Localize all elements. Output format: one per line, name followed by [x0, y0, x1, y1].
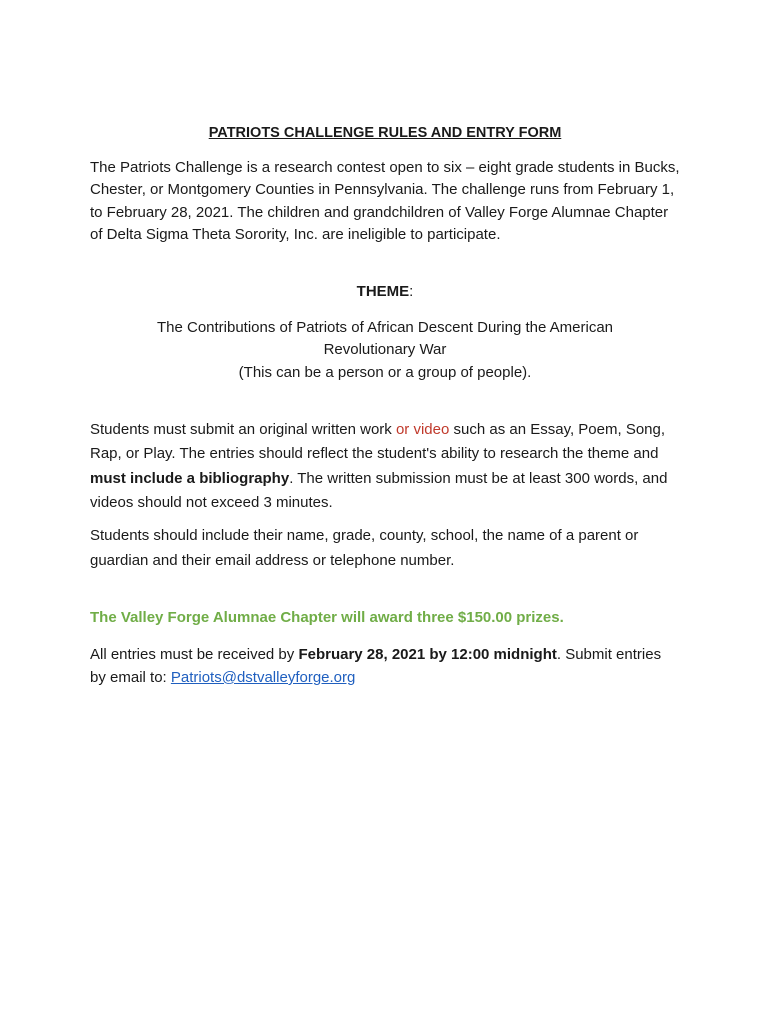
submission-email-link[interactable]: Patriots@dstvalleyforge.org	[170, 668, 356, 686]
deadline-paragraph	[90, 643, 680, 689]
theme-line-1: The Contributions of Patriots of African Descent During the American	[156, 319, 614, 337]
theme-line-2: Revolutionary War	[323, 341, 447, 359]
requirements-bibliography-bold: must include a bibliography	[90, 469, 290, 487]
theme-heading-colon: :	[409, 283, 414, 301]
prize-announcement: The Valley Forge Alumnae Chapter will award three $150.00 prizes.	[90, 608, 564, 626]
requirements-text-1: Students must submit an original written work	[90, 421, 396, 439]
document-title: PATRIOTS CHALLENGE RULES AND ENTRY FORM	[208, 125, 562, 141]
theme-heading-label: THEME	[356, 283, 410, 301]
intro-paragraph: The Patriots Challenge is a research contest open to six – eight grade students in Bucks, Chester, or Montgomery Counties in Pennsylvania. The challenge runs from February 1, to February 28, 2021. The children and grandchildren of Valley Forge Alumnae Chapter of Delta Sigma Theta Sorority, Inc. are ineligible to participate.	[90, 159, 680, 243]
theme-line-3: (This can be a person or a group of people).	[238, 363, 532, 381]
document-page	[90, 122, 680, 689]
details-paragraph: Students should include their name, grade, county, school, the name of a parent or guardian and their email address or telephone number.	[90, 527, 639, 569]
requirements-paragraph	[90, 418, 680, 515]
theme-heading	[90, 281, 680, 303]
deadline-text-2: . Submit entries by email to:	[90, 645, 662, 686]
requirements-text-2: such as an Essay, Poem, Song, Rap, or Play. The entries should reflect the student's ability to research the theme and	[90, 421, 666, 463]
deadline-date-bold: February 28, 2021 by 12:00 midnight	[298, 645, 557, 663]
deadline-text-1: All entries must be received by	[90, 645, 299, 663]
theme-text	[90, 317, 680, 384]
requirements-video-highlight: or video	[395, 421, 450, 439]
requirements-text-3: . The written submission must be at least 300 words, and videos should not exceed 3 minutes.	[90, 469, 668, 511]
